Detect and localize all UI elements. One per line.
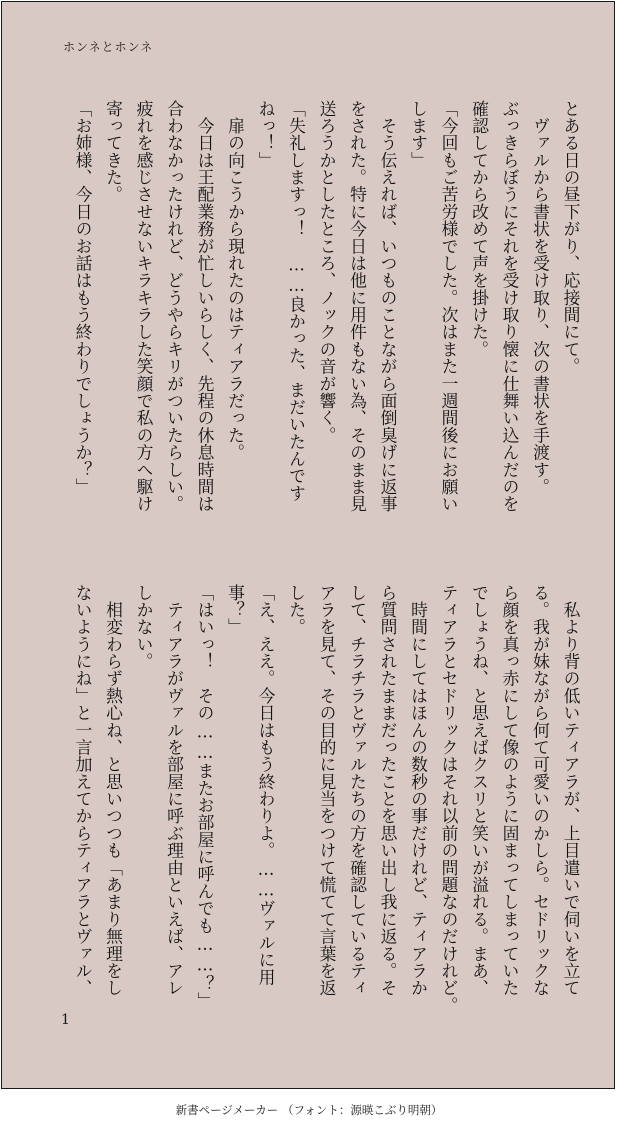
top-line: とある日の昼下がり、応接間にて。 — [561, 100, 581, 376]
bottom-line: して、チラチラとヴァルたちの方を確認しているティ — [347, 584, 368, 997]
top-line: 「失礼しますっ！ ……良かった、まだいたんです — [286, 100, 307, 502]
top-line: 「お姉様、今日のお話はもう終わりでしょうか？」 — [73, 100, 93, 496]
top-line: ねっ！」 — [256, 100, 276, 169]
top-line: 今日は王配業務が忙しいらしく、先程の休息時間は — [195, 100, 215, 513]
top-line: 「今回もご苦労様でした。次はまた一週間後にお願い — [439, 100, 459, 513]
bottom-line: 「え、ええ。今日はもう終わりよ。……ヴァルに用 — [256, 584, 276, 986]
text-block-bottom — [68, 584, 587, 1024]
text-block-top — [68, 100, 587, 540]
top-line: 合わなかったけれど、どうやらキリがついたらしい。 — [164, 100, 185, 513]
top-line: 送ろうかとしたところ、ノックの音が響く。 — [317, 100, 337, 444]
bottom-line: しかない。 — [134, 584, 154, 670]
top-line: 扉の向こうから現れたのはティアラだった。 — [225, 100, 246, 461]
page-header-title: ホンネとホンネ — [63, 40, 154, 54]
bottom-line: ら質問されたままだったことを思い出し我に返る。そ — [378, 584, 398, 997]
footer-caption: 新書ページメーカー （フォント：源暎こぶり明朝） — [175, 1103, 443, 1117]
bottom-line: 時間にしてはほんの数秒の事だけれど、ティアラか — [408, 584, 429, 997]
bottom-line: 相変わらず熱心ね、と思いつつも「あまり無理をし — [103, 584, 124, 997]
bottom-line: アラを見て、その目的に見当をつけて慌てて言葉を返 — [317, 584, 337, 997]
top-line: ぶっきらぼうにそれを受け取り懐に仕舞い込んだのを — [500, 100, 520, 513]
bottom-line: 私より背の低いティアラが、上目遣いで伺いを立て — [561, 584, 581, 997]
bottom-line: ないようにね」と一言加えてからティアラとヴァル、 — [73, 584, 93, 997]
bottom-line: ティアラがヴァルを部屋に呼ぶ理由といえば、アレ — [164, 584, 185, 997]
top-line: 確認してから改めて声を掛けた。 — [469, 100, 490, 358]
bottom-line: した。 — [286, 584, 307, 636]
top-line: ヴァルから書状を受け取り、次の書状を手渡す。 — [530, 100, 551, 496]
top-line: 疲れを感じさせないキラキラした笑顔で私の方へ駆け — [134, 100, 154, 513]
bottom-line: る。我が妹ながら何て可愛いのかしら。セドリックな — [530, 584, 551, 997]
page-number: 1 — [61, 1012, 70, 1028]
top-line: 寄ってきた。 — [103, 100, 124, 204]
bottom-line: でしょうね、と思えばクスリと笑いが溢れる。まあ、 — [469, 584, 490, 997]
book-page — [1, 1, 615, 1089]
top-line: をされた。特に今日は他に用件もない為、そのまま見 — [347, 100, 368, 513]
bottom-line: 「はいっ！ その……またお部屋に呼んでも……？」 — [195, 584, 215, 1010]
top-line: します」 — [408, 100, 429, 169]
bottom-line: ら顔を真っ赤にして像のように固まってしまっていた — [500, 584, 520, 997]
top-line: そう伝えれば、いつものことながら面倒臭げに返事 — [378, 100, 398, 513]
bottom-line: 事？」 — [225, 584, 246, 636]
bottom-line: ティアラとセドリックはそれ以前の問題なのだけれど。 — [439, 584, 459, 1014]
